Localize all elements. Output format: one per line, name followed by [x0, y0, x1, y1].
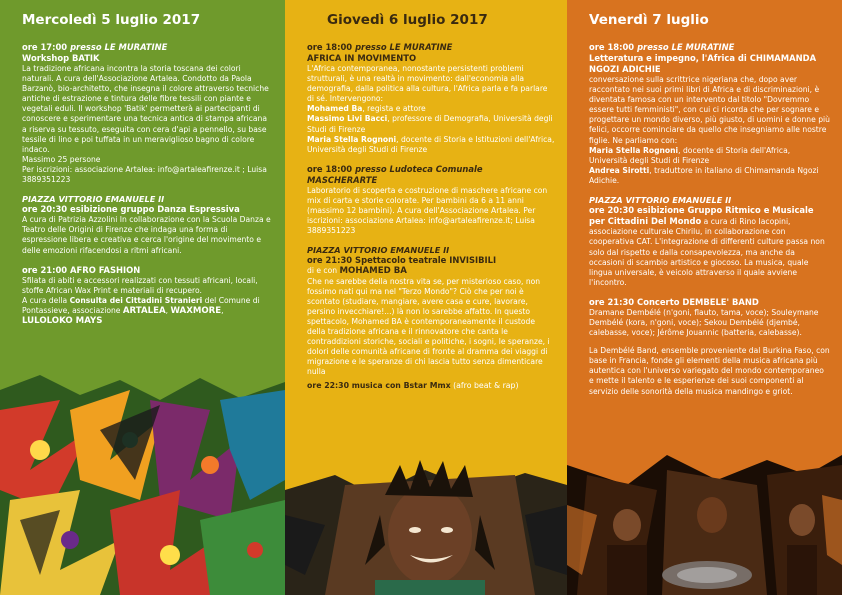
event-description: Laboratorio di scoperta e costruzione di maschere africane con mix di carta e storie colorate. Per bambini da 6 a 11 anni (massimo 12 bambini). A cura dell'Associazione Artalea. Per iscrizioni: associazione Artalea: info@artaleafirenze.it; Luisa 3889351223: [307, 185, 548, 236]
event-time: ore 18:00: [307, 42, 353, 52]
speaker: [307, 114, 555, 134]
event-africa-movimento: [307, 42, 555, 155]
event-description: La tradizione africana incontra la storia toscana dei colori naturali. A cura dell'Associazione Artalea. Condotto da Paola Barzanò, bio-architetto, che insegna il colore attraverso tecniche antiche di estrazione e tintura delle fibre tessili con piante e vegetali eduli. Il workshop 'Batik' permetterà ai partecipanti di conoscere e sperimentare una tecnica antica di stampa africana a riserva su tessuto, eseguita con cera d'api a pennello, su base tessile di lino e poi tuffata in un meraviglioso bagno di colore indaco.: [22, 64, 269, 154]
author-name: MOHAMED BA: [339, 266, 407, 277]
event-music: [307, 381, 555, 391]
event-organizers: [22, 296, 273, 326]
speaker: [307, 104, 555, 114]
event-description: A cura di Patrizia Azzolini In collaborazione con la Scuola Danza e Teatro delle Origini di Firenze che indaga una forma di espressione libera e creativa e cerca l'origine del movimento e delle emozioni rifacendosi a ritmi africani.: [22, 215, 271, 255]
event-description: [589, 205, 830, 288]
event-title: ore 20:30 esibizione Gruppo Ritmico e Musicale per Cittadini Del Mondo: [589, 205, 814, 227]
venue-piazza: PIAZZA VITTORIO EMANUELE II: [307, 245, 450, 256]
speaker-name: Maria Stella Rognoni: [307, 134, 397, 144]
band-members: Dramane Dembélé (n'goni, flauto, tama, voce); Souleymane Dembélé (kora, n'goni, voce); Sekou Dembélé (djembé, calebasse, voce); Jérôme Jouannic (batteria, calebasse).: [589, 307, 819, 338]
column-wednesday: [0, 0, 285, 595]
event-description: Che ne sarebbe della nostra vita se, per misterioso caso, non fossimo nati qui ma nel "Terzo Mondo"? Ciò che per noi è scontato (studiare, mangiare, avere casa e cure, lavorare, persino invecchiare!...) là non lo sarebbe affatto. In questo spettacolo, Mohamed BA è contemporaneamente il custode della tradizione africana e il rinnovatore che canta le contraddizioni storiche, sociali e politiche, i sogni, le speranze, i dolori delle comunità africane di fronte al dramma dei viaggi di migrazione e le speranze di chi lascia tutto senza dimenticare nulla: [307, 276, 550, 377]
event-title: ore 21:30 Concerto DEMBELE' BAND: [589, 296, 759, 307]
event-gruppo-ritmico: [589, 195, 830, 288]
event-venue: presso LE MURATINE: [637, 42, 735, 52]
event-invisibili: [307, 245, 555, 391]
event-title: MASCHERARTE: [307, 174, 378, 185]
event-time: ore 17:00: [22, 42, 68, 52]
event-title: ore 21:00 AFRO FASHION: [22, 264, 141, 275]
column-friday: [567, 0, 842, 595]
event-text: a cura di Rino Iacopini, associazione culturale Chirilu, in collaborazione con cooperativa CAT. L'integrazione di differenti culture passa non solo dal rispetto e dalla consapevolezza, ma anche da occasioni di scambio artistico e giocoso. La musica, quale lingua universale, è veicolo attraverso il quale avviene l'incontro.: [589, 217, 825, 287]
event-afro-fashion: [22, 265, 273, 326]
event-batik: [22, 42, 273, 185]
speaker-name: Maria Stella Rognoni: [589, 145, 679, 155]
sep: ,: [165, 305, 171, 315]
event-title: AFRICA IN MOVIMENTO: [307, 53, 417, 63]
portrait-photo: [285, 455, 567, 595]
organizers-mid: del Comune di Pontassieve, associazione: [22, 295, 260, 315]
speaker: [589, 166, 830, 186]
event-author: [307, 266, 555, 276]
event-letteratura: [589, 42, 830, 186]
venue-piazza: PIAZZA VITTORIO EMANUELE II: [589, 195, 732, 206]
event-registration: Per iscrizioni: associazione Artalea: info@artaleafirenze.it ; Luisa 3889351223: [22, 164, 267, 185]
event-time: ore 18:00: [589, 42, 635, 52]
event-title: ore 20:30 esibizione gruppo Danza Espressiva: [22, 204, 240, 215]
concert-photo: [567, 445, 842, 595]
organizers-prefix: A cura della: [22, 295, 70, 305]
organizer-consulta: Consulta dei Cittadini Stranieri: [69, 295, 203, 305]
speaker-name: Massimo Livi Bacci: [307, 114, 388, 124]
event-venue: presso Ludoteca Comunale: [355, 163, 483, 174]
speaker: [589, 146, 830, 166]
event-description: conversazione sulla scrittrice nigeriana che, dopo aver raccontato nei suoi primi libri di Africa e di discriminazioni, è diventata famosa con un intervento dal titolo "Dovremmo essere tutti femministi", con cui ci ricorda che per sognare e progettare un mondo diverso, più giusto, di uomini e donne più felici, occorre cominciare da quello che insegniamo alle nostre figlie. Ne parliamo con:: [589, 75, 830, 145]
speaker-role: , docente di Storia dell'Africa, Università degli Studi di Firenze: [589, 145, 791, 165]
event-danza: [22, 194, 273, 255]
day-title: Mercoledì 5 luglio 2017: [22, 12, 201, 28]
event-time: ore 18:00: [307, 163, 353, 174]
sep: ,: [221, 305, 224, 315]
event-title: Letteratura e impegno, l'Africa di CHIMAMANDA NGOZI ADICHIE: [589, 53, 817, 74]
speaker-role: , traduttore in italiano di Chimamanda Ngozi Adichie.: [589, 165, 819, 185]
day-title: Giovedì 6 luglio 2017: [327, 12, 488, 28]
event-description: L'Africa contemporanea, nonostante persistenti problemi strutturali, è una realtà in movimento: dall'economia alla demografia, dalla politica alla cultura, l'Africa parla e fa parlare di sé. Intervengono:: [307, 64, 548, 104]
event-dembele-band: [589, 297, 830, 397]
day-title: Venerdì 7 luglio: [589, 12, 709, 28]
organizer-waxmore: WAXMORE: [170, 305, 222, 316]
speaker: [307, 135, 555, 155]
event-title: ore 21:30 Spettacolo teatrale INVISIBILI: [307, 255, 497, 266]
column-thursday: [285, 0, 567, 595]
author-prefix: di e con: [307, 266, 340, 276]
venue-piazza: PIAZZA VITTORIO EMANUELE II: [22, 194, 165, 205]
event-capacity: Massimo 25 persone: [22, 154, 101, 164]
fabric-artwork: [0, 370, 285, 595]
speaker-name: Andrea Sirotti: [589, 165, 650, 175]
speaker-role: , docente di Storia e Istituzioni dell'Africa, Università degli Studi di Firenze: [307, 134, 555, 154]
speaker-name: Mohamed Ba: [307, 104, 363, 114]
event-description: La Dembélé Band, ensemble proveniente dal Burkina Faso, con base in Francia, fonde gli elementi della musica africana più autentica con l'universo variegato del mondo contemporaneo e mette il talento e le esperienze dei suoi componenti al servizio delle sonorità della musica mandingo e griot.: [589, 346, 830, 396]
event-mascherarte: [307, 164, 555, 236]
music-genre: (afro beat & rap): [450, 381, 519, 391]
event-title: Workshop BATIK: [22, 53, 100, 63]
event-description: Sfilata di abiti e accessori realizzati con tessuti africani, locali, stoffe African Wax Print e materiali di recupero.: [22, 275, 258, 295]
event-venue: presso LE MURATINE: [70, 42, 168, 52]
music-title: ore 22:30 musica con Bstar Mmx: [307, 381, 451, 391]
speaker-role: , regista e attore: [362, 104, 426, 114]
organizer-luloloko: LULOLOKO MAYS: [22, 315, 103, 326]
speaker-role: , professore di Demografia, Università degli Studi di Firenze: [307, 114, 553, 134]
organizer-artalea: ARTALEA: [122, 305, 166, 316]
event-venue: presso LE MURATINE: [355, 42, 453, 52]
